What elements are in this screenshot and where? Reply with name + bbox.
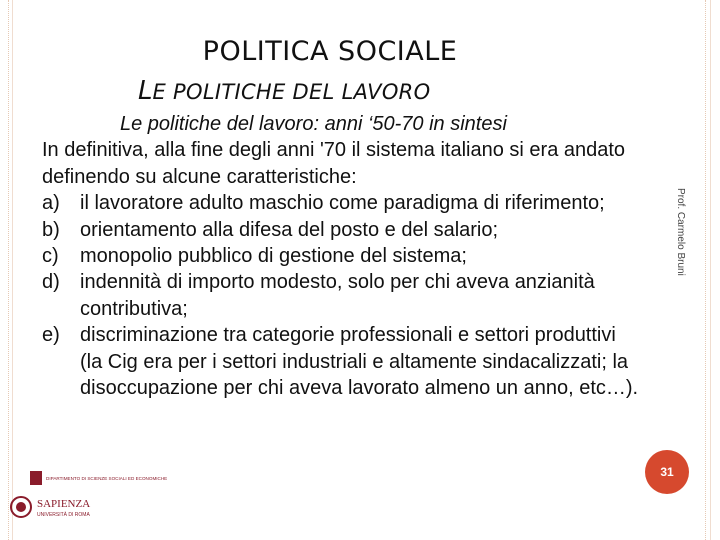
characteristics-list: [42, 190, 642, 401]
page-number-badge: 31: [645, 450, 689, 494]
sapienza-logo-sub: UNIVERSITÀ DI ROMA: [37, 512, 90, 518]
sapienza-logo: [10, 490, 160, 524]
department-logo-text: DIPARTIMENTO DI SCIENZE SOCIALI ED ECONOMICHE: [46, 476, 168, 481]
list-marker: b): [42, 218, 60, 241]
left-border-dotted: [8, 0, 10, 540]
department-logo: [30, 468, 180, 488]
slide-title: POLITICA SOCIALE: [202, 36, 458, 67]
body-intro: In definitiva, alla fine degli anni '70 il sistema italiano si era andato definendo su alcune caratteristiche:: [42, 139, 626, 188]
list-marker: c): [42, 245, 59, 268]
author-credit: Prof. Carmelo Bruni: [675, 188, 686, 276]
list-item: [42, 269, 642, 322]
left-border-line: [12, 0, 14, 540]
right-border-dotted: [705, 0, 707, 540]
list-item: [42, 217, 642, 243]
list-marker: a): [42, 192, 60, 215]
list-item: [42, 190, 642, 216]
body-heading: Le politiche del lavoro: anni ‘50-70 in sintesi: [120, 113, 507, 135]
list-item-text: indennità di importo modesto, solo per chi aveva anzianità contributiva;: [80, 271, 595, 320]
sapienza-logo-name: SAPIENZA: [37, 498, 91, 510]
list-marker: e): [42, 324, 60, 347]
slide-body: [42, 111, 642, 401]
list-item: [42, 243, 642, 269]
subtitle-rest: E POLITICHE DEL LAVORO: [152, 80, 431, 104]
list-item-text: monopolio pubblico di gestione del sistema;: [80, 245, 467, 268]
list-item-text: il lavoratore adulto maschio come paradigma di riferimento;: [80, 192, 605, 215]
subtitle-initial: L: [138, 76, 153, 106]
slide-subtitle: [138, 76, 658, 106]
list-item: [42, 322, 642, 401]
list-item-text: orientamento alla difesa del posto e del salario;: [80, 218, 499, 241]
list-item-text: discriminazione tra categorie professionali e settori produttivi (la Cig era per i settori industriali e altamente sindacalizzati; la disoccupazione per chi aveva lavorato almeno un anno, etc…).: [80, 324, 639, 400]
list-marker: d): [42, 271, 60, 294]
right-border-line: [710, 0, 712, 540]
